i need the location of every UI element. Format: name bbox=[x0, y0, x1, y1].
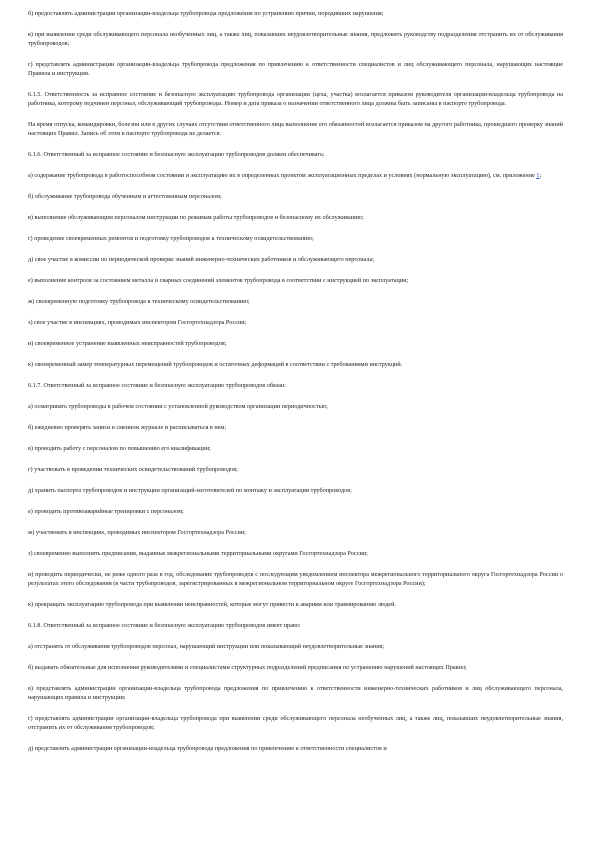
paragraph-6: 6.1.6. Ответственный за исправное состояние и безопасную эксплуатацию трубопроводов должен обеспечивать: bbox=[28, 151, 325, 158]
paragraph-21: г) участвовать в проведении технических освидетельствований трубопроводов; bbox=[28, 466, 238, 473]
paragraph-24: ж) участвовать в инспекциях, проводимых инспектором Госгортехнадзора России; bbox=[28, 529, 246, 536]
paragraph-7 bbox=[28, 171, 563, 180]
paragraph-9: в) выполнение обслуживающим персоналом инструкции по режимам работы трубопроводов и безопасному их обслуживанию; bbox=[28, 214, 364, 221]
paragraph-23: е) проводить противоаварийные тренировки с персоналом; bbox=[28, 508, 184, 515]
paragraph-31: в) представлять администрации организации-владельца трубопровода предложения по привлечению к ответственности инженерно-технических работников и лиц обслуживающего персонала, нарушающих правила и инструкции; bbox=[28, 685, 563, 701]
paragraph-25: з) своевременно выполнять предписания, выданные межрегиональными территориальными округами Госгортехнадзора России; bbox=[28, 550, 368, 557]
paragraph-18: а) осматривать трубопроводы в рабочем состоянии с установленной руководством организации периодичностью; bbox=[28, 403, 328, 410]
paragraph-20: в) проводить работу с персоналом по повышению его квалификации; bbox=[28, 445, 211, 452]
paragraph-30: б) выдавать обязательные для исполнения руководителями и специалистами структурных подразделений предписания по устранению нарушений настоящих Правил; bbox=[28, 664, 467, 671]
paragraph-4: 6.1.5. Ответственность за исправное состояние и безопасную эксплуатацию трубопровода организации (цеха, участка) возлагается приказом руководителя организации-владельца трубопровода на работника, которому подчинен персонал, обслуживающий трубопроводы. Номер и дата приказа о назначении ответственного лица должны быть записаны в паспорте трубопровода. bbox=[28, 91, 563, 107]
paragraph-12: е) выполнение контроля за состоянием металла и сварных соединений элементов трубопровода в соответствии с инструкцией по эксплуатации; bbox=[28, 277, 409, 284]
appendix-link[interactable]: 1 bbox=[536, 172, 540, 179]
paragraph-11: д) свое участие в комиссии по периодической проверке знаний инженерно-технических работников и обслуживающего персонала; bbox=[28, 256, 374, 263]
paragraph-10: г) проведение своевременных ремонтов и подготовку трубопроводов к техническому освидетельствованию; bbox=[28, 235, 314, 242]
paragraph-7-text-before: а) содержание трубопровода в работоспособном состоянии и эксплуатацию их в определенных проектом эксплуатационных пределах и условиях (нормальную эксплуатацию), см. приложение bbox=[28, 172, 537, 179]
paragraph-14: з) свое участие в инспекциях, проводимых инспектором Госгортехнадзора России; bbox=[28, 319, 247, 326]
paragraph-33: д) представлять администрации организации-владельца трубопровода предложения по привлечению к ответственности специалистов и bbox=[28, 745, 387, 752]
paragraph-2: в) при выявлении среди обслуживающего персонала необученных лиц, а также лиц, показавших неудовлетворительные знания, предложить руководству подразделения отстранить их от обслуживания трубопроводов; bbox=[28, 31, 563, 47]
paragraph-22: д) хранить паспорта трубопроводов и инструкции организаций-изготовителей по монтажу и эксплуатации трубопроводов; bbox=[28, 487, 352, 494]
paragraph-15: и) своевременное устранение выявленных неисправностей трубопроводов; bbox=[28, 340, 227, 347]
paragraph-17: 6.1.7. Ответственный за исправное состояние и безопасную эксплуатацию трубопроводов обязан: bbox=[28, 382, 286, 389]
paragraph-28: 6.1.8. Ответственный за исправное состояние и безопасную эксплуатацию трубопроводов имеет право: bbox=[28, 622, 301, 629]
paragraph-29: а) отстранять от обслуживания трубопроводов персонал, нарушающий инструкции или показывающий неудовлетворительные знания; bbox=[28, 643, 385, 650]
paragraph-7-text-after: ; bbox=[539, 172, 542, 179]
paragraph-5: На время отпуска, командировки, болезни или в других случаях отсутствия ответственного лица выполнение его обязанностей возлагается приказом на другого работника, прошедшего проверку знаний настоящих Правил. Запись об этом в паспорте трубопровода не делается. bbox=[28, 121, 563, 137]
paragraph-27: к) прекращать эксплуатацию трубопровода при выявлении неисправностей, которые могут привести к авариям или травмированию людей. bbox=[28, 601, 396, 608]
paragraph-26: и) проводить периодически, не реже одного раза в год, обследование трубопроводов с последующим уведомлением инспектора межрегионального территориального округа Госгортехнадзора России о результатах этого обследования (в части трубопроводов, зарегистрированных в межрегиональном территориальном округе Госгортехнадзора России); bbox=[28, 571, 563, 587]
paragraph-13: ж) своевременную подготовку трубопровода к техническому освидетельствованию; bbox=[28, 298, 250, 305]
paragraph-32: г) представлять администрации организации-владельца трубопровода при выявлении среди обслуживающего персонала необученных лиц, а также лиц, показавших неудовлетворительные знания, отстранить их от обслуживания трубопроводов; bbox=[28, 715, 563, 731]
paragraph-16: к) своевременный замер температурных перемещений трубопроводов и остаточных деформаций в соответствии с требованиями инструкций. bbox=[28, 361, 403, 368]
paragraph-19: б) ежедневно проверять записи в сменном журнале и расписываться в нем; bbox=[28, 424, 227, 431]
paragraph-1: б) предоставлять администрации организации-владельца трубопровода предложения по устранению причин, породивших нарушения; bbox=[28, 10, 384, 17]
paragraph-8: б) обслуживание трубопровода обученным и аттестованным персоналом; bbox=[28, 193, 222, 200]
paragraph-3: г) представлять администрации организации-владельца трубопровода предложения по привлечению к ответственности специалистов и лиц обслуживающего персонала, нарушающих настоящие Правила и инструкции. bbox=[28, 61, 563, 77]
